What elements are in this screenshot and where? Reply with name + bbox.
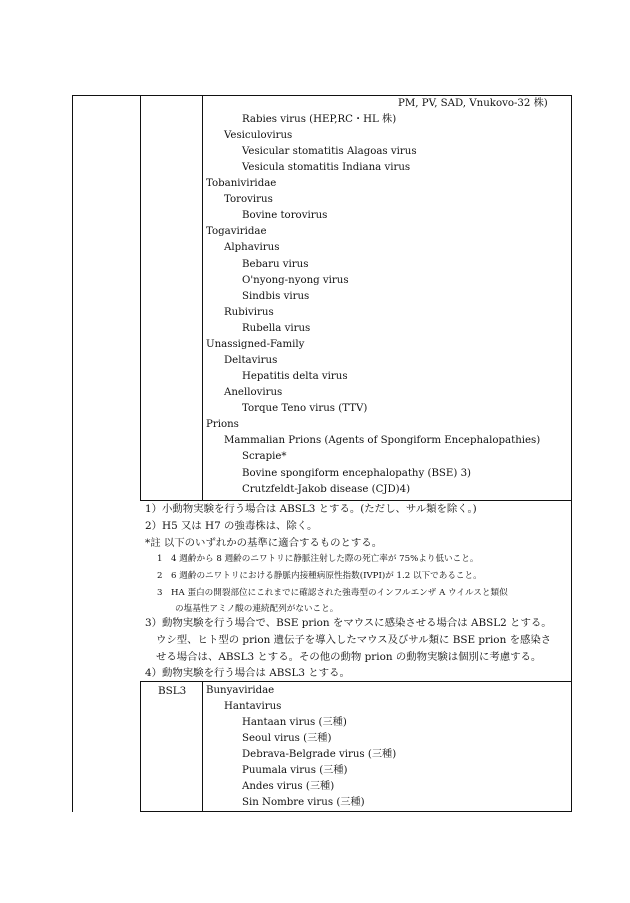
genus-entry: Alphavirus (224, 242, 280, 253)
family-entry: Togaviridae (206, 226, 267, 237)
footnote-star: *註 以下のいずれかの基準に適合するものとする。 (145, 537, 383, 549)
species-entry: Sin Nombre virus (三種) (242, 797, 365, 808)
table-divider-column2 (202, 95, 203, 500)
table-top-rule (72, 95, 572, 96)
criterion-2: 2 6 週齢のニワトリにおける静脈内接種病原性指数(IVPI)が 1.2 以下であること。 (157, 571, 482, 581)
genus-entry: Mammalian Prions (Agents of Spongiform Encephalopathies) (224, 435, 541, 446)
footnote-3-line2: ウシ型、ヒト型の prion 遺伝子を導入したマウス及びサル類に BSE prion を感染さ (156, 634, 552, 646)
genus-entry: Hantavirus (224, 701, 282, 712)
criterion-1: 1 4 週齢から 8 週齢のニワトリに静脈注射した際の死亡率が 75%より低いこと。 (157, 554, 479, 564)
species-entry: Andes virus (三種) (242, 781, 335, 792)
species-entry: Hepatitis delta virus (242, 371, 348, 382)
footnote-3-line3: せる場合は、ABSL3 とする。その他の動物 prion の動物実験は個別に考慮する。 (156, 651, 542, 663)
footnote-4: 4）動物実験を行う場合は ABSL3 とする。 (145, 667, 350, 679)
species-entry: Debrava-Belgrade virus (三種) (242, 749, 397, 760)
family-entry: Tobaniviridae (206, 178, 277, 189)
family-entry: Prions (206, 419, 239, 430)
family-entry: Unassigned-Family (206, 339, 305, 350)
genus-entry: Torovirus (224, 194, 273, 205)
species-entry: Bovine torovirus (242, 210, 328, 221)
table-bottom-rule (140, 811, 572, 812)
notes-bottom-rule (140, 681, 572, 682)
footnote-2: 2）H5 又は H7 の強毒株は、除く。 (145, 520, 318, 532)
genus-entry: Anellovirus (224, 387, 283, 398)
table-border-left (72, 95, 73, 812)
table-border-right (571, 95, 572, 683)
table-divider-column2-lower (202, 681, 203, 812)
table-divider-column1-lower (140, 681, 141, 812)
family-entry: Bunyaviridae (206, 685, 275, 696)
species-entry: Scrapie* (242, 451, 287, 462)
footnote-3: 3）動物実験を行う場合で、BSE prion をマウスに感染させる場合は ABSL2 とする。 (145, 617, 552, 629)
species-entry: Puumala virus (三種) (242, 765, 348, 776)
notes-top-rule (140, 500, 572, 501)
genus-entry: Rubivirus (224, 307, 274, 318)
species-entry: Vesicula stomatitis Indiana virus (242, 162, 411, 173)
species-entry: Hantaan virus (三種) (242, 717, 347, 728)
species-entry: Crutzfeldt-Jakob disease (CJD)4) (242, 484, 411, 495)
species-entry: Bebaru virus (242, 259, 309, 270)
table-divider-column1 (140, 95, 141, 500)
species-entry: Rubella virus (242, 323, 311, 334)
species-entry: Rabies virus (HEP,RC・HL 株) (242, 114, 397, 125)
species-entry: Seoul virus (三種) (242, 733, 332, 744)
species-entry: Sindbis virus (242, 291, 310, 302)
species-entry: Vesicular stomatitis Alagoas virus (242, 146, 417, 157)
criterion-3-continued: の塩基性アミノ酸の連続配列がないこと。 (175, 604, 339, 614)
species-entry: O'nyong-nyong virus (242, 275, 349, 286)
genus-entry: Vesiculovirus (224, 130, 293, 141)
species-entry: Bovine spongiform encephalopathy (BSE) 3) (242, 468, 472, 479)
continuation-strain-line: PM, PV, SAD, Vnukovo-32 株) (398, 98, 548, 109)
biosafety-level-label: BSL3 (158, 685, 187, 697)
footnote-1: 1）小動物実験を行う場合は ABSL3 とする。(ただし、サル類を除く。) (145, 503, 477, 515)
species-entry: Torque Teno virus (TTV) (242, 403, 368, 414)
genus-entry: Deltavirus (224, 355, 278, 366)
table-border-right-lower (571, 681, 572, 812)
criterion-3: 3 HA 蛋白の開裂部位にこれまでに確認された強毒型のインフルエンザ A ウイルスと類似 (157, 588, 508, 598)
